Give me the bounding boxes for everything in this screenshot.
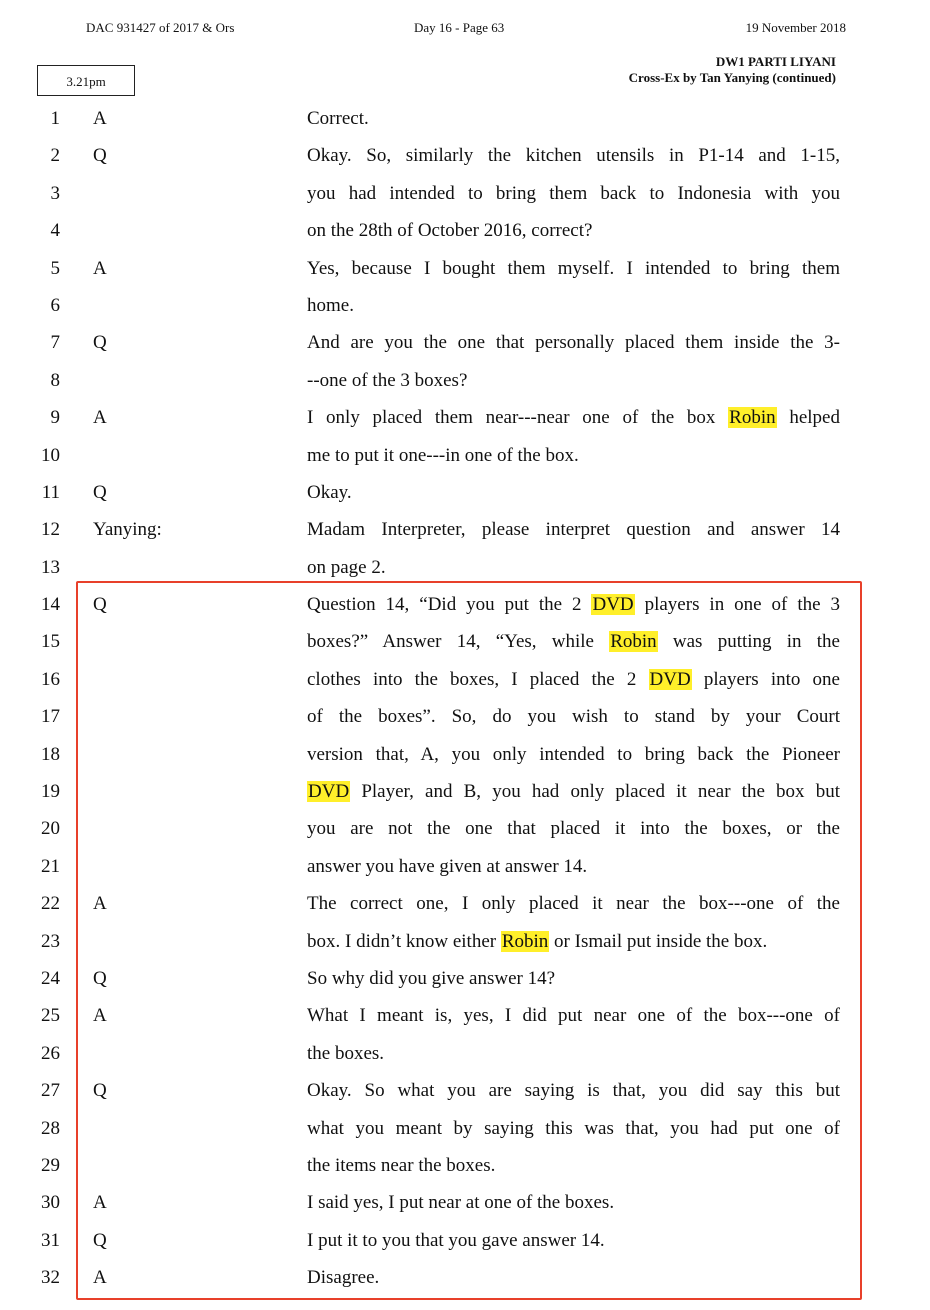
line-text	[307, 885, 840, 922]
line-text	[307, 1259, 840, 1296]
text-segment: you had intended to bring them back to Indonesia with you	[307, 182, 840, 204]
text-segment: the boxes.	[307, 1042, 385, 1064]
transcript-line	[0, 250, 930, 287]
line-text	[307, 1110, 840, 1147]
transcript-line	[0, 212, 930, 249]
line-number: 11	[41, 481, 60, 503]
transcript-line	[0, 511, 930, 548]
line-text	[307, 175, 840, 212]
text-segment: on the 28th of October 2016, correct?	[307, 220, 593, 242]
transcript-line	[0, 997, 930, 1034]
line-number: 17	[41, 706, 60, 728]
line-text	[307, 511, 840, 548]
line-number: 12	[41, 519, 60, 541]
speaker-label: A	[93, 1192, 107, 1214]
text-segment: Correct.	[307, 108, 369, 129]
transcript-line	[0, 1110, 930, 1147]
text-segment: helped	[776, 407, 840, 429]
transcript-line	[0, 736, 930, 773]
text-segment: Disagree.	[307, 1267, 380, 1289]
line-text	[307, 810, 840, 847]
text-segment: What I meant is, yes, I did put near one of the box---one of	[307, 1005, 840, 1027]
transcript-line	[0, 1035, 930, 1072]
line-number: 16	[41, 668, 60, 690]
line-text	[307, 1222, 840, 1259]
speaker-label: Q	[93, 967, 107, 989]
line-number: 14	[41, 594, 60, 616]
highlighted-term: DVD	[308, 781, 350, 803]
transcript-line	[0, 399, 930, 436]
text-segment: Player, and B, you had only placed it near the box but	[350, 781, 840, 803]
line-number: 29	[41, 1154, 60, 1176]
transcript-line	[0, 362, 930, 399]
speaker-label: A	[93, 108, 107, 129]
text-segment: boxes?” Answer 14, “Yes, while	[307, 631, 610, 653]
text-segment: the items near the boxes.	[307, 1154, 496, 1176]
examination-label: Cross-Ex by Tan Yanying (continued)	[628, 70, 836, 85]
line-number: 19	[41, 781, 60, 803]
transcript-line	[0, 175, 930, 212]
transcript-line	[0, 324, 930, 361]
line-text	[307, 474, 840, 511]
transcript-line	[0, 474, 930, 511]
transcript-line	[0, 810, 930, 847]
text-segment: you are not the one that placed it into the boxes, or the	[307, 818, 840, 840]
line-text	[307, 437, 840, 474]
line-number: 15	[41, 631, 60, 653]
transcript-body	[0, 100, 930, 1297]
line-number: 26	[41, 1042, 60, 1064]
transcript-line	[0, 1222, 930, 1259]
transcript-line	[0, 923, 930, 960]
text-segment: players in one of the 3	[634, 594, 840, 616]
text-segment: clothes into the boxes, I placed the 2	[307, 668, 649, 690]
day-page: Day 16 - Page 63	[414, 20, 505, 35]
text-segment: Question 14, “Did you put the 2	[307, 594, 592, 616]
text-segment: home.	[307, 294, 354, 316]
line-text	[307, 100, 840, 137]
line-text	[307, 399, 840, 436]
line-number: 6	[50, 294, 60, 316]
text-segment: --one of the 3 boxes?	[307, 369, 468, 391]
text-segment: of the boxes”. So, do you wish to stand by your Court	[307, 706, 840, 728]
transcript-line	[0, 586, 930, 623]
text-segment: So why did you give answer 14?	[307, 967, 556, 989]
line-number: 13	[41, 556, 60, 578]
line-number: 5	[50, 257, 60, 279]
speaker-label: Q	[93, 332, 107, 354]
line-text	[307, 1184, 840, 1221]
transcript-date: 19 November 2018	[745, 20, 846, 35]
highlighted-term: Robin	[729, 407, 776, 429]
line-text	[307, 212, 840, 249]
speaker-label: Q	[93, 1229, 107, 1251]
transcript-line	[0, 437, 930, 474]
line-text	[307, 1072, 840, 1109]
line-number: 4	[50, 220, 60, 242]
line-text	[307, 736, 840, 773]
highlighted-term: Robin	[610, 631, 657, 653]
transcript-line	[0, 549, 930, 586]
line-text	[307, 137, 840, 174]
text-segment: or Ismail put inside the box.	[549, 930, 768, 952]
line-number: 24	[41, 967, 60, 989]
speaker-label: Q	[93, 145, 107, 167]
line-number: 10	[41, 444, 60, 466]
speaker-label: A	[93, 1005, 107, 1027]
transcript-line	[0, 100, 930, 137]
text-segment: players into one	[691, 668, 840, 690]
line-number: 30	[41, 1192, 60, 1214]
transcript-line	[0, 848, 930, 885]
text-segment: I only placed them near---near one of the box	[307, 407, 729, 429]
transcript-line	[0, 623, 930, 660]
line-text	[307, 1147, 840, 1184]
line-text	[307, 549, 840, 586]
speaker-label: A	[93, 257, 107, 279]
line-text	[307, 324, 840, 361]
transcript-line	[0, 698, 930, 735]
line-text	[307, 623, 840, 660]
text-segment: box. I didn’t know either	[307, 930, 501, 952]
transcript-line	[0, 960, 930, 997]
line-number: 3	[50, 182, 60, 204]
line-number: 27	[41, 1080, 60, 1102]
transcript-line	[0, 1184, 930, 1221]
line-number: 23	[41, 930, 60, 952]
transcript-line	[0, 1147, 930, 1184]
text-segment: Okay.	[307, 481, 352, 503]
text-segment: I said yes, I put near at one of the boxes.	[307, 1192, 615, 1214]
speaker-label: A	[93, 893, 107, 915]
speaker-label: Q	[93, 1080, 107, 1102]
transcript-line	[0, 137, 930, 174]
text-segment: And are you the one that personally placed them inside the 3-	[307, 332, 840, 354]
transcript-line	[0, 773, 930, 810]
line-number: 20	[41, 818, 60, 840]
line-text	[307, 923, 840, 960]
line-number: 21	[41, 855, 60, 877]
transcript-line	[0, 885, 930, 922]
highlighted-term: DVD	[649, 668, 691, 690]
line-text	[307, 698, 840, 735]
line-text	[307, 773, 840, 810]
text-segment: The correct one, I only placed it near the box---one of the	[307, 893, 840, 915]
line-number: 31	[41, 1229, 60, 1251]
text-segment: what you meant by saying this was that, you had put one of	[307, 1117, 840, 1139]
text-segment: Okay. So, similarly the kitchen utensils in P1-14 and 1-15,	[307, 145, 840, 167]
line-text	[307, 848, 840, 885]
line-number: 7	[50, 332, 60, 354]
line-text	[307, 960, 840, 997]
transcript-line	[0, 1259, 930, 1296]
line-number: 9	[50, 407, 60, 429]
line-number: 1	[50, 108, 60, 129]
highlighted-term: DVD	[592, 594, 634, 616]
text-segment: me to put it one---in one of the box.	[307, 444, 579, 466]
witness-name: DW1 PARTI LIYANI	[715, 54, 836, 69]
speaker-label: A	[93, 1267, 107, 1289]
text-segment: Okay. So what you are saying is that, you did say this but	[307, 1080, 840, 1102]
text-segment: answer you have given at answer 14.	[307, 855, 588, 877]
witness-block	[629, 54, 836, 86]
transcript-line	[0, 1072, 930, 1109]
text-segment: Madam Interpreter, please interpret question and answer 14	[307, 519, 840, 541]
line-text	[307, 997, 840, 1034]
line-number: 18	[41, 743, 60, 765]
line-text	[307, 1035, 840, 1072]
line-text	[307, 362, 840, 399]
text-segment: version that, A, you only intended to bring back the Pioneer	[307, 743, 840, 765]
case-reference: DAC 931427 of 2017 & Ors	[86, 20, 235, 35]
line-number: 28	[41, 1117, 60, 1139]
speaker-label: Q	[93, 481, 107, 503]
transcript-line	[0, 287, 930, 324]
text-segment: I put it to you that you gave answer 14.	[307, 1229, 605, 1251]
line-text	[307, 287, 840, 324]
highlighted-term: Robin	[501, 930, 549, 952]
line-number: 2	[50, 145, 60, 167]
speaker-label: Q	[93, 594, 107, 616]
line-text	[307, 250, 840, 287]
text-segment: on page 2.	[307, 556, 386, 578]
line-number: 25	[41, 1005, 60, 1027]
line-number: 22	[41, 893, 60, 915]
line-number: 32	[41, 1267, 60, 1289]
line-number: 8	[50, 369, 60, 391]
text-segment: Yes, because I bought them myself. I intended to bring them	[307, 257, 840, 279]
transcript-line	[0, 661, 930, 698]
text-segment: was putting in the	[657, 631, 840, 653]
speaker-label: A	[93, 407, 107, 429]
speaker-label: Yanying:	[93, 519, 162, 541]
line-text	[307, 586, 840, 623]
time-stamp-box: 3.21pm	[37, 65, 135, 96]
line-text	[307, 661, 840, 698]
